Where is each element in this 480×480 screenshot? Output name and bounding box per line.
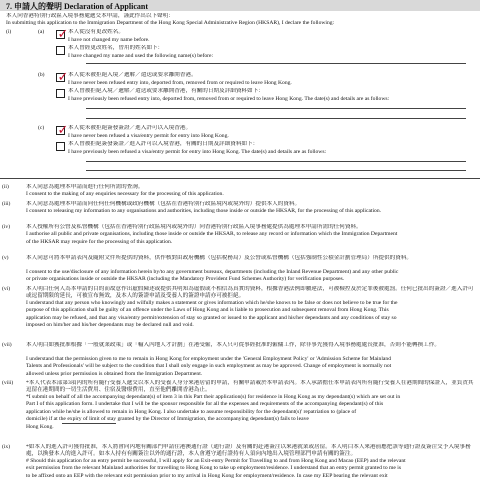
option-text: I have never been refused a visa/entry permit for entry into Hong Kong. bbox=[68, 133, 229, 139]
item-number: (viii) bbox=[2, 380, 14, 386]
item-text-zh: 本人同意可將本申請表內及隨附文件所提供的資料，供作核對由政府機構（包括稅務局）及公營或私營機構（包括強制性公積金計劃管理局）所提供的資料。 bbox=[26, 255, 412, 261]
item-text-en: *I submit on behalf of all the accompanying dependant(s) of item 3 in this Part their application(s) for residence in Hong Kong as my dependant(s) which are set out in bbox=[26, 394, 401, 400]
option-text: I have never been refused entry into, deported from, removed from or required to leave Hong Kong. bbox=[68, 80, 292, 86]
option-text: 本人曾被拒絕入境／遞解／遣送或要求離開香港，有關的日期及詳細資料如下： bbox=[68, 88, 264, 94]
answer-line bbox=[0, 178, 480, 179]
option-text: 本人從沒有更改姓名。 bbox=[68, 29, 124, 35]
item-text-en: I understand that any person who knowingly and wilfully makes a statement or gives information which he/she knows to be false or does not believe to be true for the bbox=[26, 300, 398, 306]
checkbox-option-b-1[interactable] bbox=[56, 69, 69, 85]
item-text-en: I consent to the making of any enquiries necessary for the processing of this application. bbox=[26, 191, 224, 198]
answer-line bbox=[86, 161, 466, 162]
section-title: 7. 申請人的聲明 Declaration of Applicant bbox=[6, 2, 148, 11]
item-text-en: imposed on him/her and his/her dependants may be declared null and void. bbox=[26, 322, 194, 329]
checkbox-option-c-1[interactable] bbox=[56, 122, 69, 138]
item-number: (iv) bbox=[2, 224, 11, 230]
item-number: (vi) bbox=[2, 286, 11, 292]
option-text: I have changed my name and used the following name(s) before: bbox=[68, 53, 214, 59]
option-text: 本人從未被拒絕簽發簽證／進入許可以入境香港。 bbox=[68, 125, 192, 131]
subitem-label: (a) bbox=[38, 29, 45, 35]
item-text-en: domicile) if at the expiry of limit of stay granted by the Director of Immigration, the accompanying dependant(s) fails to leave bbox=[26, 416, 309, 423]
option-text: 本人曾被拒絕簽發簽證／進入許可以入境香港，有關的日期及詳細資料如下： bbox=[68, 141, 259, 147]
answer-line bbox=[62, 423, 116, 424]
item-text-zh: 本人同意為處理本申請而進行任何所需的查詢。 bbox=[26, 184, 144, 190]
item-number: (i) bbox=[6, 29, 12, 35]
item-text-zh: 本人明白任何人為本申請的目的而故意作出虛假陳述或提供其明知為虛假或不相信為真實的資料，根據香港法例即屬違法，可被檢控及於定罪後被處罰。任何已批出的簽證／進入許可或逗留期限的延長，可被宣布無效，及本人的簽證申請及受養人的簽證申請亦可被拒絕。 bbox=[26, 286, 474, 299]
item-number: (ix) bbox=[2, 444, 11, 450]
checkbox-option-b-2[interactable] bbox=[56, 89, 65, 98]
intro-zh: 本人向香港特別行政區入境事務處遞交本申請，謹此作出以下聲明： bbox=[6, 13, 174, 19]
item-number: (v) bbox=[2, 255, 9, 261]
item-text-zh: 本人明白如獲批准根據「一般就業政策」或「輸入內地人才計劃」在港受僱，本人只可從事經批准的僱傭工作，除非事先獲得入境事務處處長批准，否則不能轉換工作。 bbox=[26, 342, 440, 348]
answer-line bbox=[86, 170, 466, 171]
item-text-zh: 本人同意為處理本申請而向任何任何機構或政府機構（包括在香港特別行政區境內或境外的）提供本人的資料。 bbox=[26, 201, 301, 207]
answer-line bbox=[86, 108, 466, 109]
item-text-zh: 本人授權所有公營及私營機構（包括在香港特別行政區境內或境外的）向香港特別行政區入境事務處提供為處理本申請所需的任何資料。 bbox=[26, 224, 362, 230]
item-text-en: I consent to the use/disclosure of any information herein by/to any government bureaux, departments (including the Inland Revenue Department) and any other public bbox=[26, 269, 399, 275]
item-text-en: application while he/she is allowed to remain in Hong Kong. I also undertake to assume responsibility for the dependant(s)' repatriation to (place of bbox=[26, 408, 357, 415]
option-text: 本人曾經更改姓名，曾用的姓名如下： bbox=[68, 45, 164, 51]
option-text: 本人從未被拒絕入境／遞解／遣送或要求離開香港。 bbox=[68, 72, 197, 78]
item-text-zh: *本人代表本部第3項內的所有隨行受養人遞交以本人的受養人身分來港居留的申請，有關申請載於本申請表內。本人承諾擔任本申請表內所有隨行受養人在港期間的保證人，並負責其逗留在港期間的一切生活費用、住宿及醫療費用，直至他們離開香港為止。 bbox=[26, 380, 474, 393]
subitem-label: (c) bbox=[38, 125, 45, 131]
item-text-en: # Should this application for an entry permit be successful, I will apply for an Exit-entry Permit for Travelling to and from Hong Kong and Macao (EEP) and the relevant bbox=[26, 458, 406, 464]
item-text-en: to be affixed onto an EEP with the relevant exit permission prior to my arrival in Hong Kong for employment/residence. In case my EEP bearing the relevant exit bbox=[26, 472, 388, 479]
item-text-en: exit permission from the relevant Mainland authorities for travelling to Hong Kong to take up employment/residence. I understand that an entry permit granted to me is bbox=[26, 465, 401, 472]
checkbox-option-a-1[interactable] bbox=[56, 26, 69, 42]
checkbox-option-c-2[interactable] bbox=[56, 142, 65, 151]
answer-line bbox=[86, 118, 466, 119]
item-text-en: Talents and Professionals' will be subject to the condition that I shall only engage in such employment as may be approved. Change of employment is normally not bbox=[26, 363, 392, 370]
checkmark-icon: ✓ bbox=[57, 26, 69, 42]
item-text-en: I consent to releasing my information to any organisations and authorities, including those inside or outside the HKSAR, for the processing of this application. bbox=[26, 208, 382, 215]
item-text-en: Hong Kong. bbox=[26, 423, 54, 430]
item-number: (iii) bbox=[2, 201, 11, 207]
item-text-en: I understand that the permission given to me to remain in Hong Kong for employment under the 'General Employment Policy' or 'Admission Scheme for Mainland bbox=[26, 356, 391, 362]
subitem-label: (b) bbox=[38, 72, 45, 78]
answer-line bbox=[86, 63, 466, 64]
item-text-en: allowed unless prior permission is obtained from the Immigration Department. bbox=[26, 370, 203, 377]
item-text-en: or private organisations inside or outside the HKSAR (including the Mandatory Provident Fund Schemes Authority) for verification purposes. bbox=[26, 276, 345, 283]
item-number: (ii) bbox=[2, 184, 9, 190]
option-text: I have previously been refused a visa/entry permit for entry into Hong Kong. The date(s) and details are as follows: bbox=[68, 149, 327, 155]
option-text: I have previously been refused entry into, deported from, removed from or required to leave Hong Kong. The date(s) and details are as follows: bbox=[68, 96, 390, 102]
checkmark-icon: ✓ bbox=[57, 69, 69, 85]
item-text-zh: *如本人的進入許可獲得批准，本人將會向內地有關部門申請往港澳通行證（通行證）及有關的赴港簽注以來港就業或居留。本人明白本人來港前應把該等通行證及簽注交予入境事務處，以換發本人的進入許可。如本人持有有關簽注以外的通行證，本人會遵守通行證持有人須向內地出入境管理部門申請有關的簽注。 bbox=[26, 444, 471, 457]
option-text: I have not changed my name before. bbox=[68, 37, 150, 43]
section-header bbox=[0, 0, 480, 11]
item-text-en: application may be refused, and that any visa/entry permit/extension of stay so granted or issued to the applicant and his/her dependants and any conditions of stay so bbox=[26, 314, 397, 321]
item-text-en: purpose of this application shall be guilty of an offence under the Laws of Hong Kong and is liable to prosecution and subsequent removal from Hong Kong. This bbox=[26, 307, 389, 314]
checkbox-option-a-2[interactable] bbox=[56, 46, 65, 55]
item-number: (vii) bbox=[2, 342, 12, 348]
item-text-en: Part I of this application form. I undertake that I will be the sponsor responsible for all the expenses and requirements of the accompanying dependant(s) of this bbox=[26, 401, 384, 408]
checkmark-icon: ✓ bbox=[57, 122, 69, 138]
intro-en: In submitting this application to the Immigration Department of the Hong Kong Special Administrative Region (HKSAR), I declare the following: bbox=[6, 20, 335, 26]
item-text-en: of the HKSAR may require for the processing of this application. bbox=[26, 238, 173, 245]
item-text-en: I authorise all public and private organisations, including those inside or outside the HKSAR, to release any record or information which the Immigration Department bbox=[26, 231, 398, 238]
